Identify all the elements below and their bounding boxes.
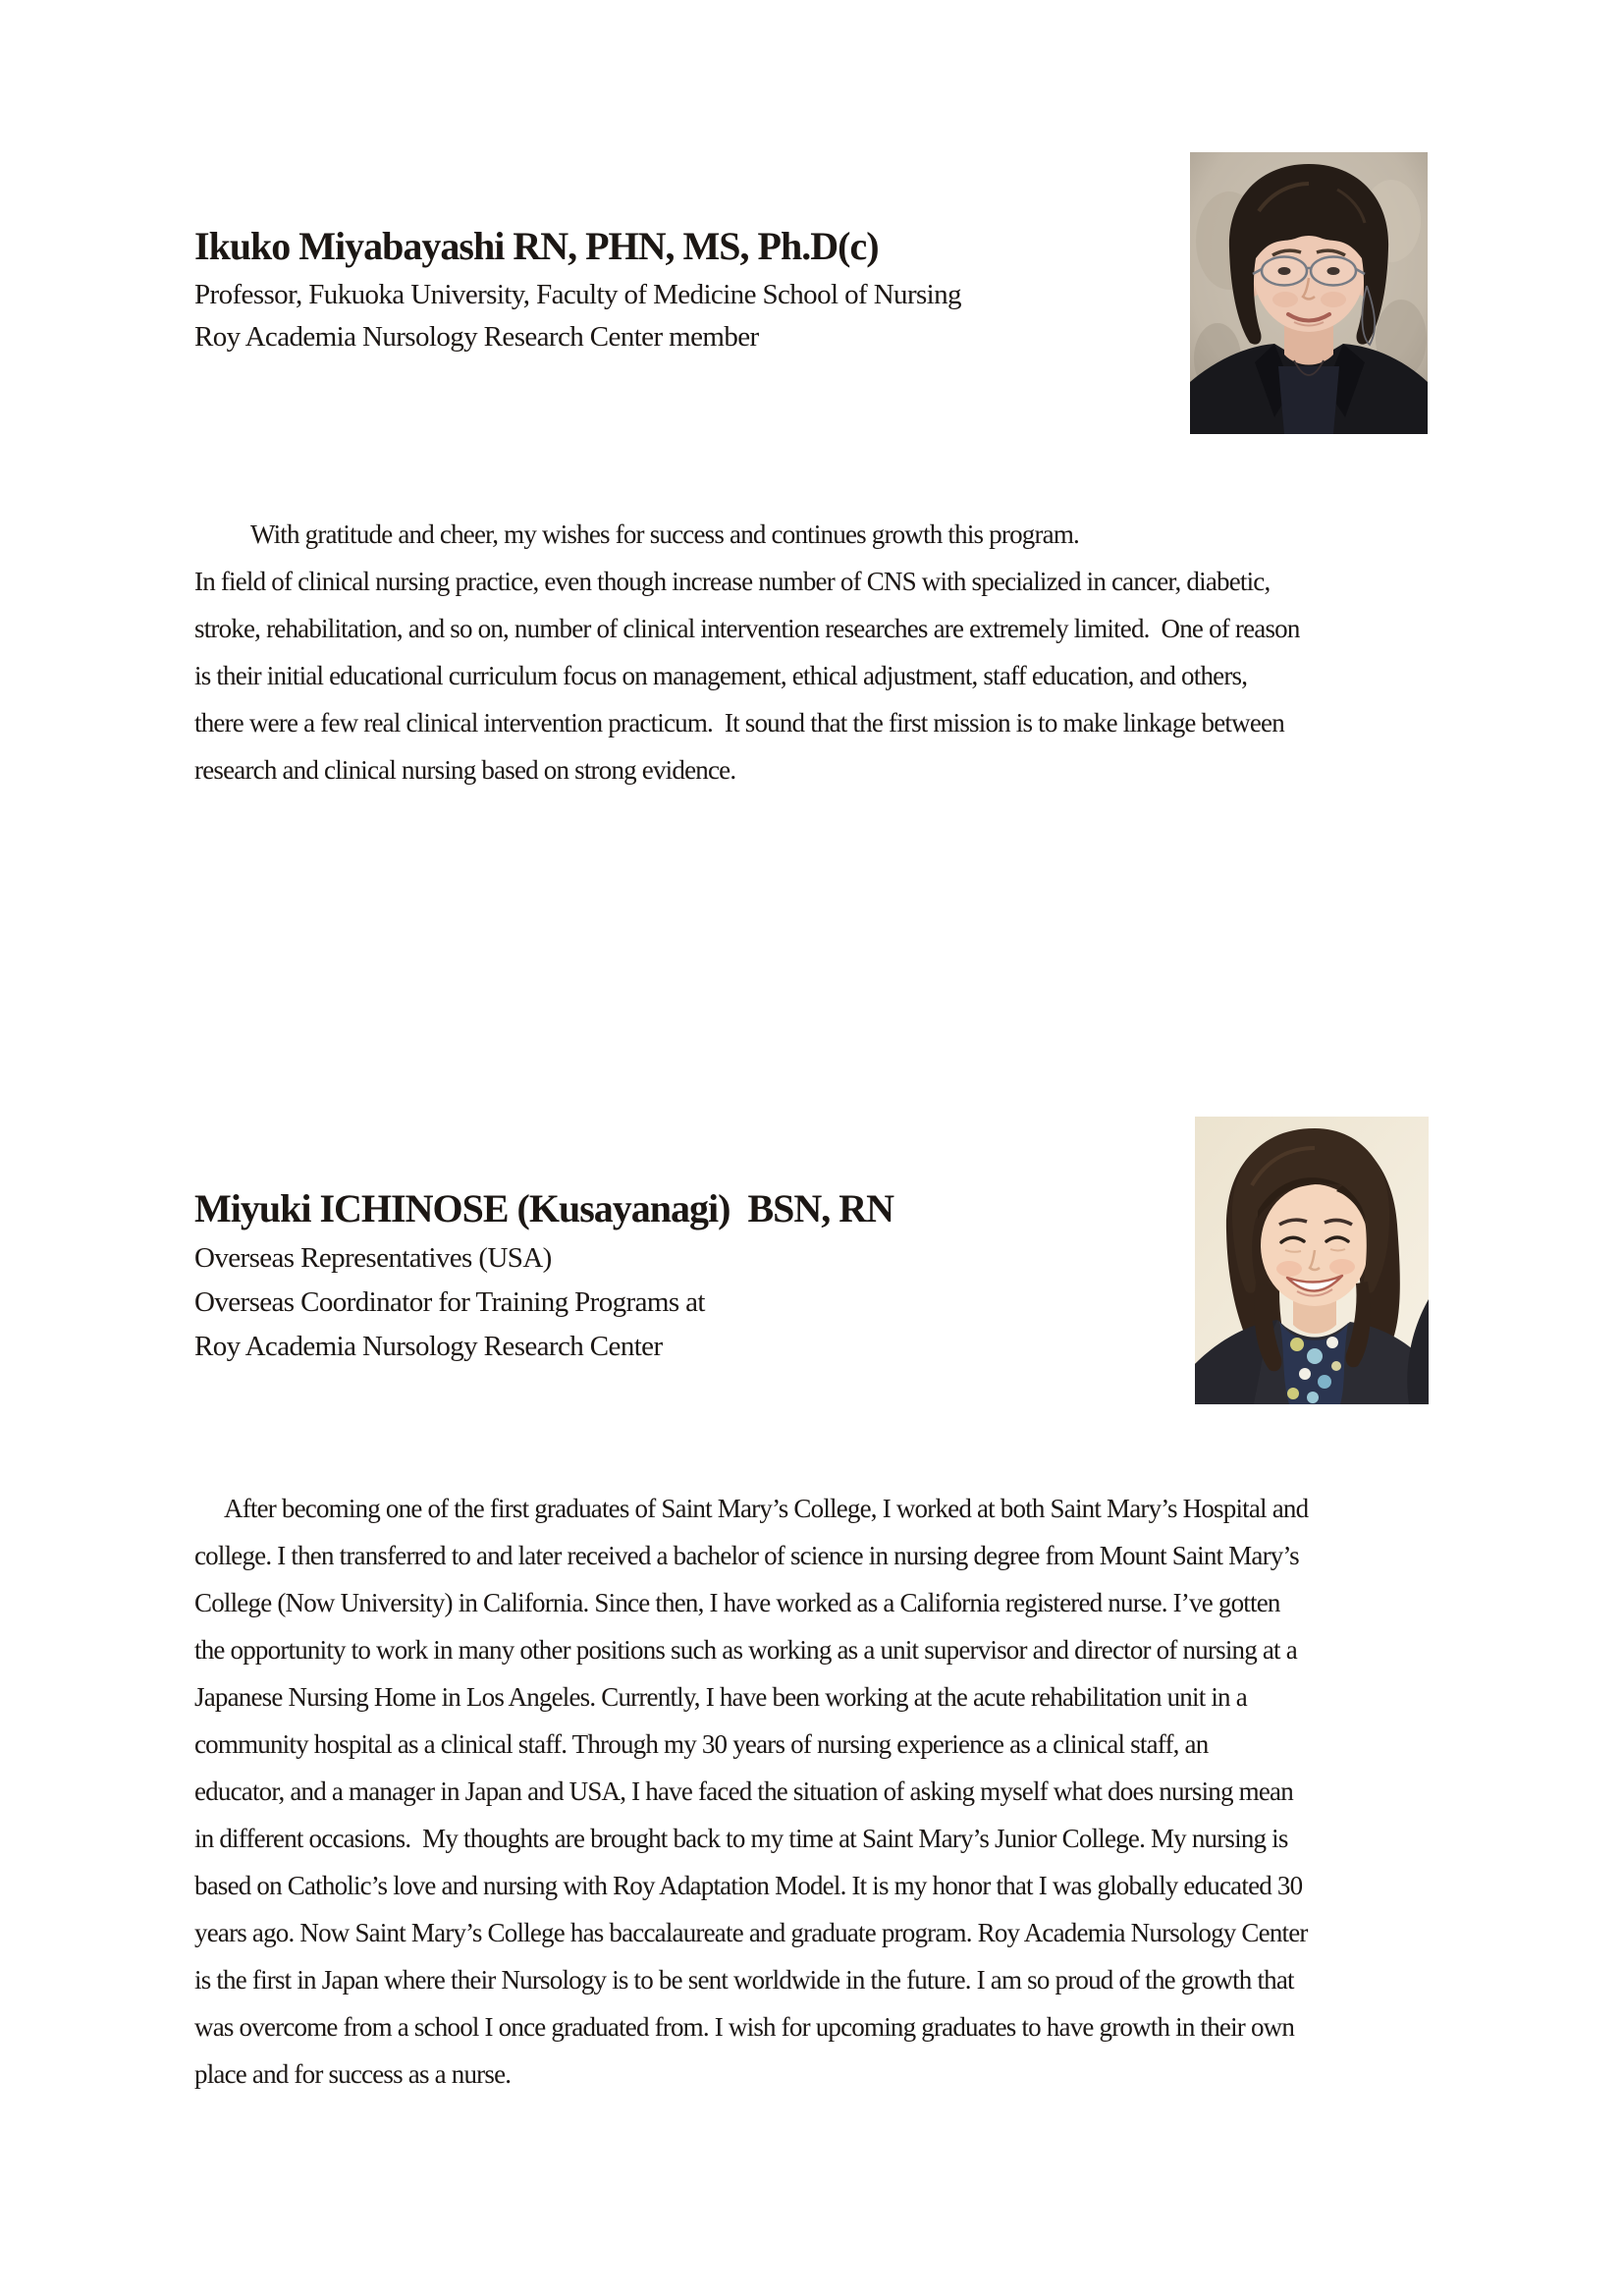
paragraph-line: College (Now University) in California. Since then, I have worked as a California registered nurse. I’ve gotten [194, 1588, 1280, 1617]
paragraph-line: is the first in Japan where their Nursology is to be sent worldwide in the future. I am so proud of the growth that [194, 1965, 1294, 1995]
paragraph-line: research and clinical nursing based on strong evidence. [194, 755, 736, 785]
paragraph-line: community hospital as a clinical staff. Through my 30 years of nursing experience as a clinical staff, an [194, 1729, 1209, 1759]
profile-1-title-line: Professor, Fukuoka University, Faculty of Medicine School of Nursing [194, 279, 961, 310]
paragraph-line: in different occasions. My thoughts are brought back to my time at Saint Mary’s Junior College. My nursing is [194, 1824, 1288, 1853]
profile-1-title-line: Roy Academia Nursology Research Center member [194, 321, 759, 353]
profile-1-name: Ikuko Miyabayashi RN, PHN, MS, Ph.D(c) [194, 224, 879, 268]
paragraph-line: After becoming one of the first graduates of Saint Mary’s College, I worked at both Saint Mary’s Hospital and [224, 1494, 1309, 1523]
profile-2-paragraph [194, 1485, 1308, 2098]
profile-2-title-line: Overseas Representatives (USA) [194, 1242, 552, 1274]
profile-2-title-line: Overseas Coordinator for Training Programs at [194, 1286, 705, 1318]
paragraph-line: based on Catholic’s love and nursing with Roy Adaptation Model. It is my honor that I was globally educated 30 [194, 1871, 1303, 1900]
photo-miyuki-ichinose [1195, 1117, 1429, 1404]
paragraph-line: Japanese Nursing Home in Los Angeles. Currently, I have been working at the acute rehabilitation unit in a [194, 1682, 1247, 1712]
profile-2-titles [194, 1236, 705, 1369]
paragraph-line: there were a few real clinical intervention practicum. It sound that the first mission is to make linkage between [194, 708, 1284, 738]
paragraph-line: was overcome from a school I once graduated from. I wish for upcoming graduates to have growth in their own [194, 2012, 1295, 2042]
profile-1-titles [194, 274, 961, 358]
paragraph-line: educator, and a manager in Japan and USA, I have faced the situation of asking myself what does nursing mean [194, 1777, 1293, 1806]
portrait-2-illustration [1195, 1117, 1429, 1404]
profile-2-title-line: Roy Academia Nursology Research Center [194, 1331, 663, 1362]
paragraph-line: the opportunity to work in many other positions such as working as a unit supervisor and director of nursing at a [194, 1635, 1297, 1665]
profile-2-name: Miyuki ICHINOSE (Kusayanagi) BSN, RN [194, 1186, 894, 1230]
paragraph-line: place and for success as a nurse. [194, 2059, 512, 2089]
paragraph-line: college. I then transferred to and later received a bachelor of science in nursing degree from Mount Saint Mary’s [194, 1541, 1299, 1570]
paragraph-line: stroke, rehabilitation, and so on, number of clinical intervention researches are extremely limited. One of reason [194, 614, 1300, 643]
profile-1-paragraph [194, 511, 1300, 793]
portrait-1-illustration [1190, 152, 1428, 434]
paragraph-line: is their initial educational curriculum focus on management, ethical adjustment, staff education, and others, [194, 661, 1248, 690]
paragraph-line: years ago. Now Saint Mary’s College has baccalaureate and graduate program. Roy Academia Nursology Center [194, 1918, 1308, 1947]
paragraph-line: With gratitude and cheer, my wishes for success and continues growth this program. [250, 519, 1080, 549]
photo-ikuko-miyabayashi [1190, 152, 1428, 434]
paragraph-line: In field of clinical nursing practice, even though increase number of CNS with specialized in cancer, diabetic, [194, 567, 1271, 596]
